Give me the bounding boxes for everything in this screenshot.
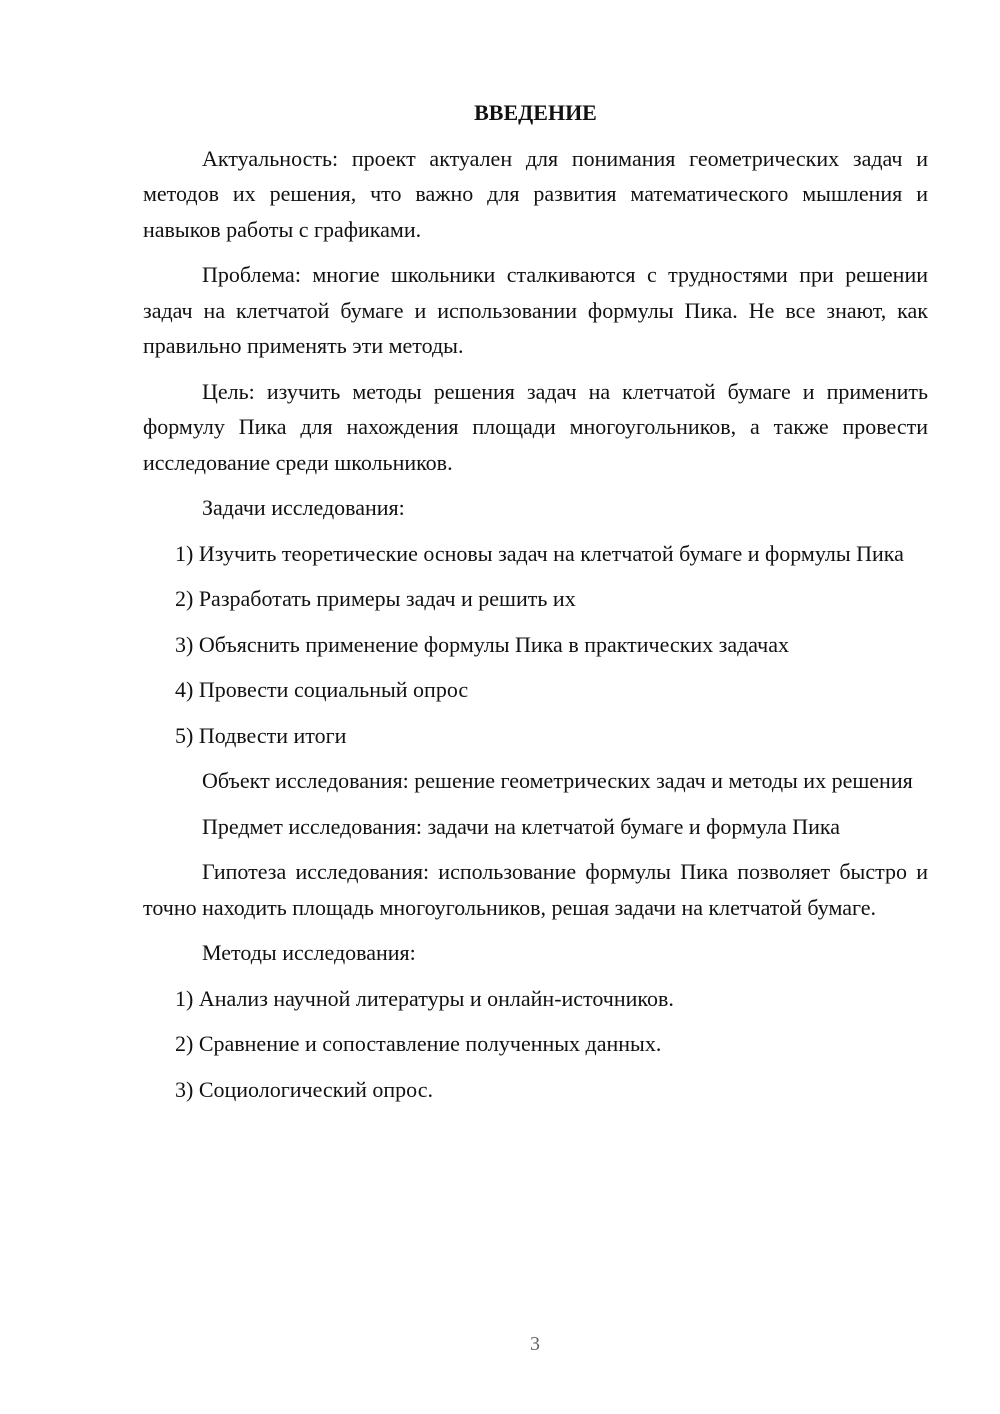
page-number: 3 <box>530 1333 540 1355</box>
methods-label: Методы исследования: <box>202 940 416 965</box>
relevance-paragraph: Актуальность: проект актуален для понимания геометрических задач и методов их решения, что важно для развития математического мышления и навыков работы с графиками. <box>143 145 928 242</box>
task-item: 5) Подвести итоги <box>175 722 347 748</box>
problem-paragraph: Проблема: многие школьники сталкиваются с трудностями при решении задач на клетчатой бумаге и использовании формулы Пика. Не все знают, как правильно применять эти методы. <box>143 262 928 358</box>
task-item: 2) Разработать примеры задач и решить их <box>175 586 576 611</box>
method-item: 1) Анализ научной литературы и онлайн-источников. <box>175 985 674 1011</box>
task-item: 3) Объяснить применение формулы Пика в практических задачах <box>175 631 789 657</box>
object-paragraph: Объект исследования: решение геометрических задач и методы их решения <box>202 768 913 793</box>
section-heading: ВВЕДЕНИЕ <box>474 100 597 125</box>
method-item: 3) Социологический опрос. <box>175 1076 433 1102</box>
subject-paragraph: Предмет исследования: задачи на клетчатой бумаге и формула Пика <box>202 813 841 839</box>
hypothesis-paragraph: Гипотеза исследования: использование формулы Пика позволяет быстро и точно находить площадь многоугольников, решая задачи на клетчатой бумаге. <box>143 859 928 920</box>
goal-paragraph: Цель: изучить методы решения задач на клетчатой бумаге и применить формулу Пика для нахождения площади многоугольников, а также провести исследование среди школьников. <box>143 378 928 475</box>
document-page <box>143 95 928 1117</box>
task-item: 4) Провести социальный опрос <box>175 677 469 702</box>
method-item: 2) Сравнение и сопоставление полученных данных. <box>175 1031 662 1056</box>
tasks-label: Задачи исследования: <box>202 495 405 520</box>
task-item: 1) Изучить теоретические основы задач на клетчатой бумаге и формулы Пика <box>175 540 904 566</box>
